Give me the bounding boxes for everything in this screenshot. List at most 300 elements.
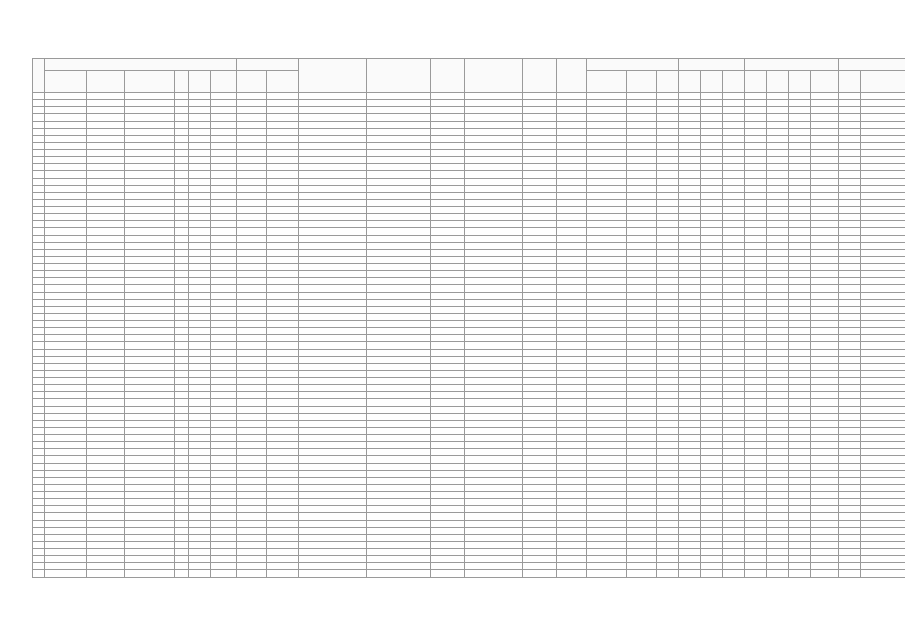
table-cell [701,192,723,199]
table-cell [367,563,431,570]
table-cell [657,484,679,491]
table-cell [237,406,267,413]
table-cell [523,520,557,527]
table-cell [367,128,431,135]
table-cell [211,135,237,142]
table-cell [679,178,701,185]
table-cell [45,399,87,406]
table-cell [237,549,267,556]
table-cell [789,392,811,399]
table-cell [465,228,523,235]
table-cell [211,477,237,484]
table-cell [587,278,627,285]
table-cell [267,470,299,477]
table-cell [587,356,627,363]
table-cell [745,164,767,171]
table-cell [701,299,723,306]
table-cell [861,93,905,100]
table-cell [587,427,627,434]
table-cell [789,563,811,570]
table-cell [723,477,745,484]
table-cell [811,413,839,420]
table-cell [299,271,367,278]
table-cell [465,427,523,434]
table-cell [523,93,557,100]
table-cell [367,164,431,171]
table-cell [557,399,587,406]
table-cell [523,199,557,206]
table-cell [839,492,861,499]
table-cell [745,385,767,392]
table-cell [125,214,175,221]
table-cell [237,256,267,263]
table-cell [523,392,557,399]
table-cell [789,556,811,563]
table-cell [87,484,125,491]
table-cell [267,499,299,506]
table-cell [211,328,237,335]
table-cell [267,264,299,271]
table-cell [189,235,211,242]
table-cell [627,214,657,221]
table-cell [523,499,557,506]
table-cell [125,392,175,399]
table-cell [723,313,745,320]
table-cell [87,313,125,320]
table-cell [523,385,557,392]
table-cell [33,499,45,506]
table-cell [189,157,211,164]
table-cell [367,527,431,534]
table-cell [767,121,789,128]
table-cell [431,192,465,199]
table-cell [431,570,465,578]
table-cell [33,228,45,235]
table-cell [267,171,299,178]
table-cell [125,157,175,164]
table-cell [587,399,627,406]
table-cell [861,235,905,242]
table-cell [175,135,189,142]
table-cell [557,221,587,228]
table-cell [679,285,701,292]
table-cell [267,185,299,192]
table-cell [745,456,767,463]
table-cell [33,363,45,370]
table-cell [745,356,767,363]
table-cell [87,292,125,299]
table-cell [237,221,267,228]
table-cell [45,406,87,413]
table-cell [861,520,905,527]
header-cell [125,71,175,93]
table-cell [465,256,523,263]
table-cell [431,399,465,406]
table-cell [431,506,465,513]
table-cell [811,171,839,178]
table-cell [523,164,557,171]
table-cell [861,442,905,449]
table-cell [839,178,861,185]
table-cell [789,142,811,149]
table-cell [789,264,811,271]
table-row [33,235,905,242]
table-cell [861,150,905,157]
table-cell [175,363,189,370]
table-cell [839,392,861,399]
header-group [679,59,745,71]
table-cell [33,135,45,142]
table-cell [839,321,861,328]
table-cell [33,100,45,107]
table-cell [767,100,789,107]
table-cell [767,313,789,320]
table-cell [861,342,905,349]
table-cell [679,114,701,121]
table-cell [679,563,701,570]
table-cell [767,135,789,142]
table-cell [175,157,189,164]
table-cell [789,506,811,513]
table-cell [299,463,367,470]
table-cell [627,228,657,235]
table-cell [627,221,657,228]
table-cell [839,142,861,149]
table-cell [125,399,175,406]
table-cell [723,363,745,370]
table-cell [125,228,175,235]
table-cell [523,413,557,420]
table-cell [767,207,789,214]
table-cell [523,171,557,178]
table-row [33,228,905,235]
table-cell [657,214,679,221]
table-cell [627,235,657,242]
table-cell [587,534,627,541]
table-cell [789,221,811,228]
table-cell [33,541,45,548]
table-cell [237,484,267,491]
table-cell [237,292,267,299]
table-cell [33,107,45,114]
table-cell [861,534,905,541]
table-cell [237,135,267,142]
table-cell [299,207,367,214]
table-cell [627,349,657,356]
table-cell [237,385,267,392]
table-cell [789,249,811,256]
table-cell [861,527,905,534]
table-cell [839,456,861,463]
table-cell [557,214,587,221]
table-cell [299,306,367,313]
table-cell [523,306,557,313]
table-cell [861,157,905,164]
table-cell [175,299,189,306]
header-group [839,59,905,71]
table-cell [211,235,237,242]
table-cell [789,427,811,434]
table-cell [745,556,767,563]
table-cell [87,549,125,556]
table-cell [723,492,745,499]
table-cell [745,406,767,413]
table-cell [789,477,811,484]
table-cell [701,242,723,249]
table-cell [237,121,267,128]
table-cell [523,470,557,477]
table-cell [125,349,175,356]
table-cell [587,93,627,100]
table-cell [267,157,299,164]
table-cell [45,321,87,328]
table-cell [175,392,189,399]
table-cell [657,100,679,107]
table-cell [367,221,431,228]
table-cell [789,442,811,449]
table-cell [723,114,745,121]
table-cell [587,477,627,484]
table-cell [557,541,587,548]
table-cell [465,342,523,349]
table-cell [523,349,557,356]
table-cell [211,342,237,349]
table-cell [367,349,431,356]
table-cell [657,506,679,513]
table-cell [657,435,679,442]
table-cell [367,157,431,164]
table-cell [767,321,789,328]
table-cell [465,570,523,578]
table-row [33,342,905,349]
table-cell [45,142,87,149]
table-cell [367,549,431,556]
table-cell [657,570,679,578]
table-cell [189,435,211,442]
table-cell [767,150,789,157]
table-cell [45,285,87,292]
table-cell [125,570,175,578]
table-cell [465,484,523,491]
table-cell [267,456,299,463]
table-row [33,541,905,548]
table-cell [237,541,267,548]
table-cell [861,306,905,313]
table-cell [627,192,657,199]
table-cell [627,256,657,263]
table-cell [299,299,367,306]
table-cell [267,214,299,221]
table-cell [811,256,839,263]
table-row [33,321,905,328]
table-cell [839,406,861,413]
table-cell [839,484,861,491]
table-cell [701,456,723,463]
table-cell [861,513,905,520]
table-cell [679,499,701,506]
table-cell [175,385,189,392]
table-cell [87,356,125,363]
table-cell [557,107,587,114]
table-cell [745,335,767,342]
table-cell [811,520,839,527]
table-cell [211,484,237,491]
table-cell [237,399,267,406]
table-cell [125,506,175,513]
table-cell [367,100,431,107]
table-cell [679,292,701,299]
table-cell [523,492,557,499]
table-cell [679,128,701,135]
table-cell [431,135,465,142]
table-cell [189,570,211,578]
table-cell [431,363,465,370]
table-cell [701,541,723,548]
table-cell [557,534,587,541]
table-cell [701,150,723,157]
table-cell [431,563,465,570]
table-cell [465,506,523,513]
table-cell [211,150,237,157]
table-cell [557,285,587,292]
table-cell [587,506,627,513]
table-cell [523,399,557,406]
table-cell [189,506,211,513]
table-cell [811,385,839,392]
table-cell [367,285,431,292]
header-cell [367,59,431,93]
table-cell [723,534,745,541]
table-cell [861,249,905,256]
table-cell [587,556,627,563]
table-cell [367,370,431,377]
table-cell [627,506,657,513]
table-cell [767,271,789,278]
table-cell [299,285,367,292]
table-cell [33,370,45,377]
table-cell [587,392,627,399]
table-cell [839,328,861,335]
table-cell [189,228,211,235]
table-cell [723,378,745,385]
table-cell [679,271,701,278]
table-cell [45,456,87,463]
table-cell [267,484,299,491]
table-cell [839,306,861,313]
table-row [33,264,905,271]
table-cell [267,285,299,292]
table-cell [767,477,789,484]
table-cell [587,157,627,164]
table-cell [723,142,745,149]
table-cell [87,221,125,228]
table-cell [465,406,523,413]
table-cell [701,449,723,456]
table-cell [299,313,367,320]
table-cell [767,356,789,363]
table-cell [125,513,175,520]
table-cell [465,477,523,484]
table-cell [87,114,125,121]
table-cell [657,192,679,199]
table-cell [811,328,839,335]
table-cell [767,256,789,263]
table-cell [861,256,905,263]
table-body [33,93,905,578]
table-cell [465,242,523,249]
table-cell [367,541,431,548]
table-cell [523,264,557,271]
table-cell [267,178,299,185]
table-cell [701,385,723,392]
table-cell [267,142,299,149]
table-cell [557,463,587,470]
table-cell [45,306,87,313]
table-cell [465,321,523,328]
table-cell [45,178,87,185]
table-cell [33,413,45,420]
table-cell [125,435,175,442]
table-cell [767,164,789,171]
table-cell [557,527,587,534]
table-cell [523,570,557,578]
table-cell [789,157,811,164]
table-cell [175,378,189,385]
table-cell [839,114,861,121]
table-cell [267,399,299,406]
table-cell [627,207,657,214]
table-cell [299,563,367,570]
table-cell [767,392,789,399]
table-cell [45,192,87,199]
table-cell [745,285,767,292]
table-cell [237,142,267,149]
table-row [33,470,905,477]
table-cell [367,135,431,142]
table-cell [679,349,701,356]
table-cell [767,563,789,570]
table-cell [657,207,679,214]
table-cell [211,463,237,470]
table-cell [723,335,745,342]
table-cell [861,385,905,392]
table-cell [657,356,679,363]
table-cell [87,328,125,335]
table-cell [861,107,905,114]
table-cell [587,321,627,328]
table-cell [723,228,745,235]
table-cell [657,378,679,385]
table-cell [745,342,767,349]
table-cell [657,114,679,121]
table-cell [789,492,811,499]
table-cell [587,199,627,206]
table-cell [811,442,839,449]
table-cell [125,520,175,527]
table-cell [33,256,45,263]
table-cell [557,435,587,442]
table-cell [33,321,45,328]
table-cell [87,199,125,206]
table-cell [627,328,657,335]
table-cell [839,100,861,107]
table-cell [33,192,45,199]
table-cell [745,221,767,228]
table-cell [189,93,211,100]
table-cell [465,185,523,192]
table-cell [627,93,657,100]
table-cell [267,385,299,392]
